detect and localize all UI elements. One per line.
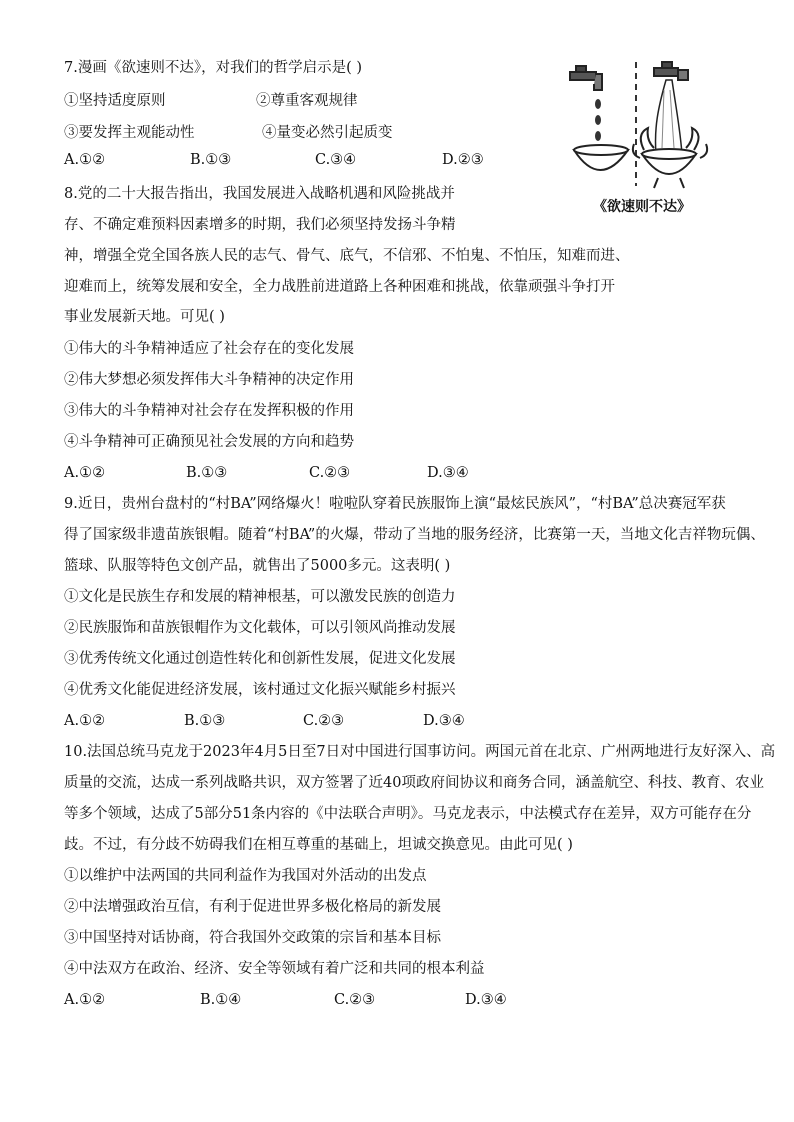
- q7-item-1: ①坚持适度原则: [64, 93, 166, 109]
- q9-option-d: D.③④: [423, 713, 465, 729]
- q9-item-3: ③优秀传统文化通过创造性转化和创新性发展，促进文化发展: [64, 651, 456, 667]
- q9-stem-line-2: 得了国家级非遗苗族银帽。随着“村BA”的火爆，带动了当地的服务经济，比赛第一天，当地文化吉祥物玩偶、: [64, 527, 765, 543]
- q10-option-c: C.②③: [334, 992, 376, 1008]
- q10-item-3: ③中国坚持对话协商，符合我国外交政策的宗旨和基本目标: [64, 930, 441, 946]
- q10-item-4: ④中法双方在政治、经济、安全等领域有着广泛和共同的根本利益: [64, 961, 485, 977]
- q8-stem-line-2: 存、不确定难预料因素增多的时期，我们必须坚持发扬斗争精: [64, 217, 456, 233]
- q8-option-a: A.①②: [64, 465, 106, 481]
- q10-option-a: A.①②: [64, 992, 106, 1008]
- q9-stem-line-1: 9.近日，贵州台盘村的“村BA”网络爆火！啦啦队穿着民族服饰上演“最炫民族风”，“村BA”总决赛冠军获: [64, 496, 726, 512]
- q7-option-d: D.②③: [442, 152, 484, 168]
- q7-stem: 7.漫画《欲速则不达》，对我们的哲学启示是( ): [64, 60, 363, 76]
- q10-stem-line-4: 歧。不过，有分歧不妨碍我们在相互尊重的基础上，坦诚交换意见。由此可见( ): [64, 837, 573, 853]
- q9-item-2: ②民族服饰和苗族银帽作为文化载体，可以引领风尚推动发展: [64, 620, 456, 636]
- q7-option-c: C.③④: [315, 152, 357, 168]
- q8-item-4: ④斗争精神可正确预见社会发展的方向和趋势: [64, 434, 354, 450]
- q9-stem-line-3: 篮球、队服等特色文创产品，就售出了5000多元。这表明( ): [64, 558, 451, 574]
- q7-option-b: B.①③: [190, 152, 232, 168]
- q9-option-b: B.①③: [184, 713, 226, 729]
- q8-stem-line-4: 迎难而上，统筹发展和安全，全力战胜前进道路上各种困难和挑战，依靠顽强斗争打开: [64, 279, 615, 295]
- q8-option-b: B.①③: [186, 465, 228, 481]
- q8-stem-line-3: 神，增强全党全国各族人民的志气、骨气、底气，不信邪、不怕鬼、不怕压，知难而进、: [64, 248, 630, 264]
- q9-option-c: C.②③: [303, 713, 345, 729]
- q7-item-4: ④量变必然引起质变: [262, 125, 393, 141]
- q9-option-a: A.①②: [64, 713, 106, 729]
- q10-stem-line-3: 等多个领域，达成了5部分51条内容的《中法联合声明》。马克龙表示，中法模式存在差异，双方可能存在分: [64, 806, 752, 822]
- cartoon-drawing: [562, 58, 712, 198]
- q8-item-1: ①伟大的斗争精神适应了社会存在的变化发展: [64, 341, 354, 357]
- q7-item-2: ②尊重客观规律: [256, 93, 358, 109]
- q9-item-4: ④优秀文化能促进经济发展，该村通过文化振兴赋能乡村振兴: [64, 682, 456, 698]
- q7-item-3: ③要发挥主观能动性: [64, 125, 195, 141]
- cartoon-caption: 《欲速则不达》: [593, 199, 691, 215]
- q10-option-b: B.①④: [200, 992, 242, 1008]
- q7-option-a: A.①②: [64, 152, 106, 168]
- q8-option-c: C.②③: [309, 465, 351, 481]
- q8-option-d: D.③④: [427, 465, 469, 481]
- q10-item-2: ②中法增强政治互信，有利于促进世界多极化格局的新发展: [64, 899, 441, 915]
- q8-stem-line-5: 事业发展新天地。可见( ): [64, 309, 225, 325]
- q8-item-3: ③伟大的斗争精神对社会存在发挥积极的作用: [64, 403, 354, 419]
- q10-option-d: D.③④: [465, 992, 507, 1008]
- q8-item-2: ②伟大梦想必须发挥伟大斗争精神的决定作用: [64, 372, 354, 388]
- q9-item-1: ①文化是民族生存和发展的精神根基，可以激发民族的创造力: [64, 589, 456, 605]
- q8-stem-line-1: 8.党的二十大报告指出，我国发展进入战略机遇和风险挑战并: [64, 186, 455, 202]
- q10-stem-line-2: 质量的交流，达成一系列战略共识，双方签署了近40项政府间协议和商务合同，涵盖航空、科技、教育、农业: [64, 775, 764, 791]
- q10-stem-line-1: 10.法国总统马克龙于2023年4月5日至7日对中国进行国事访问。两国元首在北京、广州两地进行友好深入、高: [64, 744, 776, 760]
- q10-item-1: ①以维护中法两国的共同利益作为我国对外活动的出发点: [64, 868, 427, 884]
